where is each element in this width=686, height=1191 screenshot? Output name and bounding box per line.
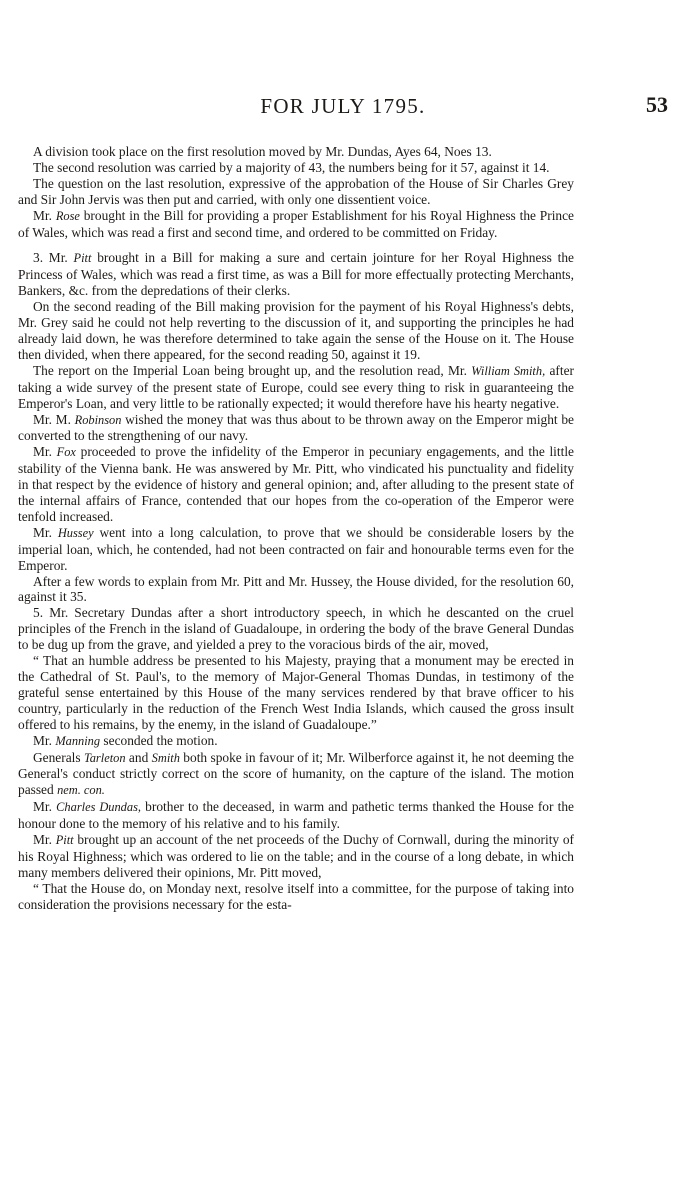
paragraph <box>18 832 574 881</box>
paragraph <box>18 444 574 525</box>
paragraph <box>18 412 574 445</box>
text-run: wished the money that was thus about to be thrown away on the Emperor might be converted to the strengthening of our navy. <box>18 411 574 444</box>
text-run: On the second reading of the Bill making provision for the payment of his Royal Highness's debts, Mr. Grey said he could not help reverting to the discussion of it, and supporting the principles he had already laid down, he was therefore determined to take again the sense of the House on it. The House then divided, when there appeared, for the second reading 50, against it 19. <box>18 299 574 362</box>
text-run: Mr. <box>33 207 56 223</box>
text-run: brought in the Bill for providing a proper Establishment for his Royal Highness the Prince of Wales, which was read a first and second time, and ordered to be committed on Friday. <box>18 207 574 240</box>
text-run: Mr. <box>33 444 57 460</box>
text-run: and <box>125 749 152 765</box>
page-number: 53 <box>646 92 668 117</box>
paragraph <box>18 144 574 160</box>
text-run: Generals <box>33 749 84 765</box>
text-run: 3. Mr. <box>33 250 74 266</box>
paragraph <box>18 299 574 363</box>
quoted-motion <box>18 653 574 733</box>
italic-name: Rose <box>55 208 80 223</box>
paragraph <box>18 160 574 176</box>
italic-name: Smith <box>151 750 180 765</box>
italic-name: Pitt <box>73 251 92 266</box>
italic-name: Hussey <box>57 525 94 540</box>
text-run: seconded the motion. <box>100 732 218 748</box>
text-run: brought in a Bill for making a sure and certain jointure for her Royal Highness the Princess of Wales, which was read a first time, as was a Bill for more effectually protecting Merchants, Bankers, &c. from the depredations of their clerks. <box>18 250 574 299</box>
italic-name: Manning <box>55 733 101 748</box>
paragraph <box>18 733 574 750</box>
text-run: proceeded to prove the infidelity of the Emperor in pecuniary engagements, and the little stability of the Vienna bank. He was answered by Mr. Pitt, who vindicated his punctuality and fidelity in that respect by the evidence of history and general opinion; and, after alluding to the present state of the internal affairs of France, contended that our hopes from the co-operation of the Emperor were tenfold increased. <box>18 444 574 524</box>
text-run: both spoke in favour of it; Mr. Wilberforce against it, he not deeming the General's conduct strictly correct on the score of humanity, on the capture of the island. The motion passed <box>18 749 575 798</box>
text-run: After a few words to explain from Mr. Pitt and Mr. Hussey, the House divided, for the resolution 60, against it 35. <box>18 573 574 605</box>
italic-name: Tarleton <box>83 750 126 765</box>
text-run: Mr. <box>33 524 58 540</box>
italic-name: nem. con. <box>57 783 105 798</box>
paragraph <box>18 525 574 574</box>
italic-name: Fox <box>56 445 76 460</box>
quoted-motion <box>18 881 574 913</box>
running-head <box>18 90 668 130</box>
paragraph <box>18 750 574 800</box>
paragraph <box>18 208 574 241</box>
paragraph <box>18 605 574 653</box>
paragraph <box>18 250 574 299</box>
text-run: The question on the last resolution, expressive of the approbation of the House of Sir Charles Grey and Sir John Jervis was then put and carried, with only one dissentient voice. <box>18 175 574 207</box>
running-title: FOR JULY 1795. <box>260 94 426 118</box>
text-run: after taking a wide survey of the present state of Europe, could see every thing to risk in guaranteeing the Emperor's Loan, and very little to be rationally expected; it would therefore have his hearty negative. <box>18 362 574 411</box>
text-run: Mr. <box>33 799 57 815</box>
italic-name: Robinson <box>74 412 122 427</box>
italic-name: Pitt <box>55 833 74 848</box>
text-run: “ That an humble address be presented to his Majesty, praying that a monument may be erected in the Cathedral of St. Paul's, to the memory of Major-General Thomas Dundas, in testimony of the grateful sense entertained by this House of the many services rendered by that brave officer to his country, particularly in the reduction of the French West India Islands, which caused the gross insult offered to his remains, by the enemy, in the island of Guadaloupe.” <box>18 653 574 732</box>
text-run: The report on the Imperial Loan being brought up, and the resolution read, Mr. <box>33 362 472 378</box>
text-run: 5. Mr. Secretary Dundas after a short introductory speech, in which he descanted on the cruel principles of the French in the island of Guadaloupe, in ordering the body of the brave General Dundas to be dug up from the grave, and yielded a prey to the voracious birds of the air, moved, <box>18 605 574 653</box>
text-run: Mr. <box>33 832 56 848</box>
paragraph <box>18 176 574 208</box>
italic-name: Charles Dundas, <box>56 800 141 815</box>
paragraph <box>18 363 574 412</box>
text-run: “ That the House do, on Monday next, resolve itself into a committee, for the purpose of taking into consideration the provisions necessary for the esta- <box>18 880 574 912</box>
paragraph <box>18 799 574 832</box>
text-run: A division took place on the first resolution moved by Mr. Dundas, Ayes 64, Noes 13. <box>33 144 492 159</box>
text-run: brought up an account of the net proceeds of the Duchy of Cornwall, during the minority of his Royal Highness; which was ordered to lie on the table; and in the course of a long debate, in which many members delivered their opinions, Mr. Pitt moved, <box>18 832 575 880</box>
text-run: The second resolution was carried by a majority of 43, the numbers being for it 57, against it 14. <box>33 159 550 175</box>
paragraph <box>18 574 574 606</box>
italic-name: William Smith, <box>471 363 546 378</box>
text-run: went into a long calculation, to prove that we should be considerable losers by the imperial loan, which, he contended, had not been contracted on fair and honourable terms even for the Emperor. <box>18 524 574 573</box>
text-run: Mr. <box>33 732 56 748</box>
text-run: Mr. M. <box>33 411 75 427</box>
text-run: brother to the deceased, in warm and pathetic terms thanked the House for the honour done to the memory of his relative and to his family. <box>18 799 574 832</box>
body-text <box>18 144 574 913</box>
